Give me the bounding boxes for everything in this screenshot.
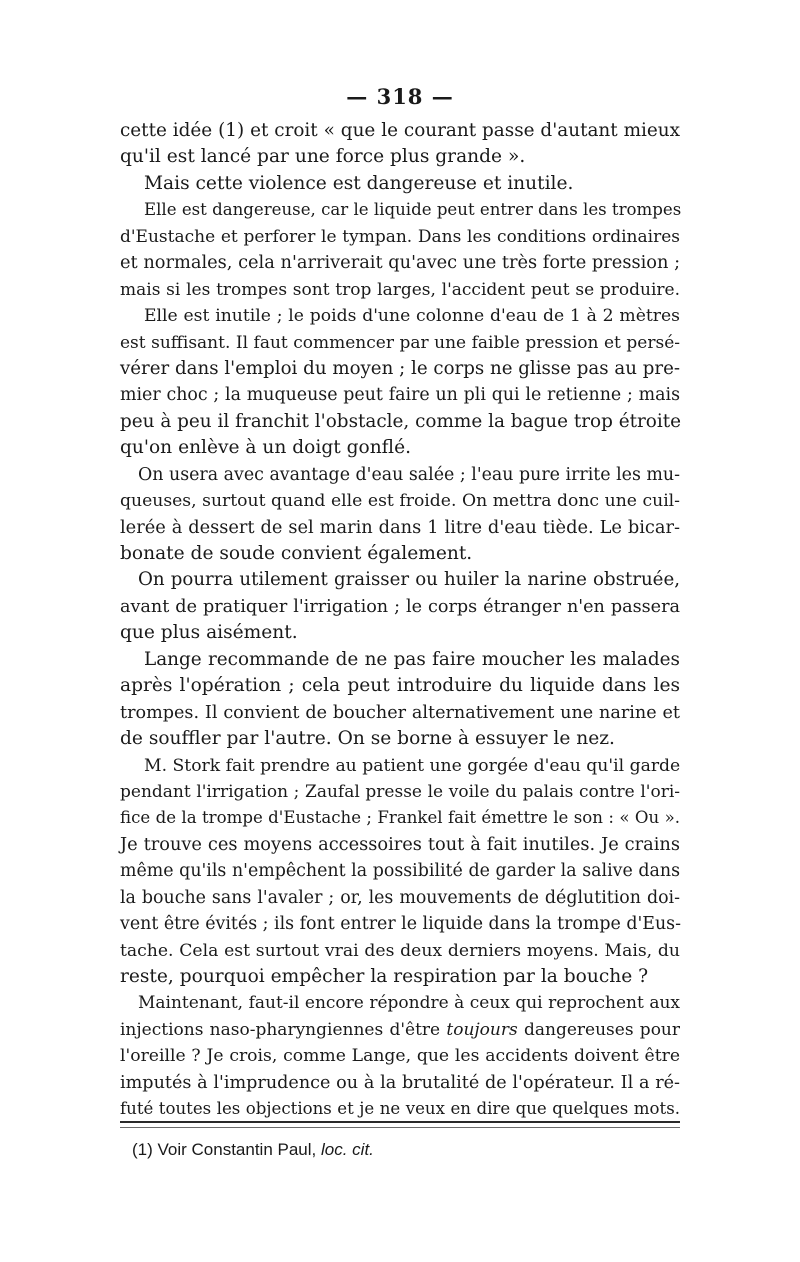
text-line: de souffler par l'autre. On se borne à essuyer le nez.	[120, 728, 615, 750]
text-line: vérer dans l'emploi du moyen ; le corps ne glisse pas au pre-	[120, 357, 680, 379]
body-text	[120, 118, 680, 1123]
text-line-mixed	[120, 1017, 680, 1043]
footnote-rule-thin	[120, 1127, 680, 1128]
page-number: — 318 —	[346, 84, 454, 109]
text-line: Mais cette violence est dangereuse et inutile.	[144, 172, 574, 194]
text-line: qu'on enlève à un doigt gonflé.	[120, 437, 411, 459]
footnote	[132, 1138, 374, 1162]
text-segment: dangereuses pour	[523, 1019, 681, 1040]
text-line: qu'il est lancé par une force plus grande ».	[120, 146, 526, 168]
text-line: vent être évités ; ils font entrer le liquide dans la trompe d'Eus-	[120, 914, 681, 935]
text-line: lerée à dessert de sel marin dans 1 litre d'eau tiède. Le bicar-	[120, 516, 680, 538]
emphasis-word: toujours	[446, 1019, 518, 1040]
text-line: la bouche sans l'avaler ; or, les mouvements de déglutition doi-	[120, 887, 680, 908]
text-line: Elle est dangereuse, car le liquide peut entrer dans les trompes	[144, 200, 682, 220]
text-line: après l'opération ; cela peut introduire du liquide dans les	[120, 675, 680, 697]
text-line: imputés à l'imprudence ou à la brutalité de l'opérateur. Il a ré-	[120, 1072, 680, 1093]
text-line: l'oreille ? Je crois, comme Lange, que les accidents doivent être	[120, 1046, 680, 1067]
text-line: Elle est inutile ; le poids d'une colonne d'eau de 1 à 2 mètres	[144, 306, 680, 327]
text-line: Lange recommande de ne pas faire moucher les malades	[144, 648, 680, 670]
text-line: mier choc ; la muqueuse peut faire un pli qui le retienne ; mais	[120, 385, 680, 406]
text-line: d'Eustache et perforer le tympan. Dans les conditions ordinaires	[120, 226, 680, 247]
text-line: même qu'ils n'empêchent la possibilité de garder la salive dans	[120, 861, 680, 882]
text-line: M. Stork fait prendre au patient une gorgée d'eau qu'il garde	[144, 755, 681, 776]
text-line: peu à peu il franchit l'obstacle, comme la bague trop étroite	[120, 410, 682, 432]
text-line: et normales, cela n'arriverait qu'avec une très forte pression ;	[120, 252, 681, 274]
text-line: tache. Cela est surtout vrai des deux derniers moyens. Mais, du	[120, 940, 680, 961]
text-line: On usera avec avantage d'eau salée ; l'eau pure irrite les mu-	[138, 464, 680, 485]
text-line: fice de la trompe d'Eustache ; Frankel fait émettre le son : « Ou ».	[120, 808, 680, 828]
text-segment: injections naso-pharyngiennes d'être	[120, 1019, 441, 1040]
text-line: que plus aisément.	[120, 622, 298, 644]
text-line: cette idée (1) et croit « que le courant passe d'autant mieux	[120, 120, 680, 141]
footnote-text: (1) Voir Constantin Paul,	[132, 1140, 321, 1159]
text-line: pendant l'irrigation ; Zaufal presse le voile du palais contre l'ori-	[120, 781, 680, 802]
text-line: avant de pratiquer l'irrigation ; le corps étranger n'en passera	[120, 596, 680, 617]
text-line: est suffisant. Il faut commencer par une faible pression et persé-	[120, 332, 680, 353]
footnote-citation: loc. cit.	[320, 1140, 374, 1159]
text-line: bonate de soude convient également.	[120, 543, 473, 564]
text-line: mais si les trompes sont trop larges, l'accident peut se produire.	[120, 279, 680, 300]
text-line: Maintenant, faut-il encore répondre à ceux qui reprochent aux	[138, 993, 680, 1014]
text-line: trompes. Il convient de boucher alternativement une narine et	[120, 702, 680, 723]
text-line: reste, pourquoi empêcher la respiration par la bouche ?	[120, 966, 649, 987]
text-line: queuses, surtout quand elle est froide. On mettra donc une cuil-	[120, 491, 680, 512]
footnote-rule	[120, 1121, 680, 1123]
text-line: futé toutes les objections et je ne veux en dire que quelques mots.	[120, 1099, 680, 1119]
text-line: On pourra utilement graisser ou huiler la narine obstruée,	[138, 569, 680, 591]
text-line: Je trouve ces moyens accessoires tout à fait inutiles. Je crains	[120, 833, 680, 855]
